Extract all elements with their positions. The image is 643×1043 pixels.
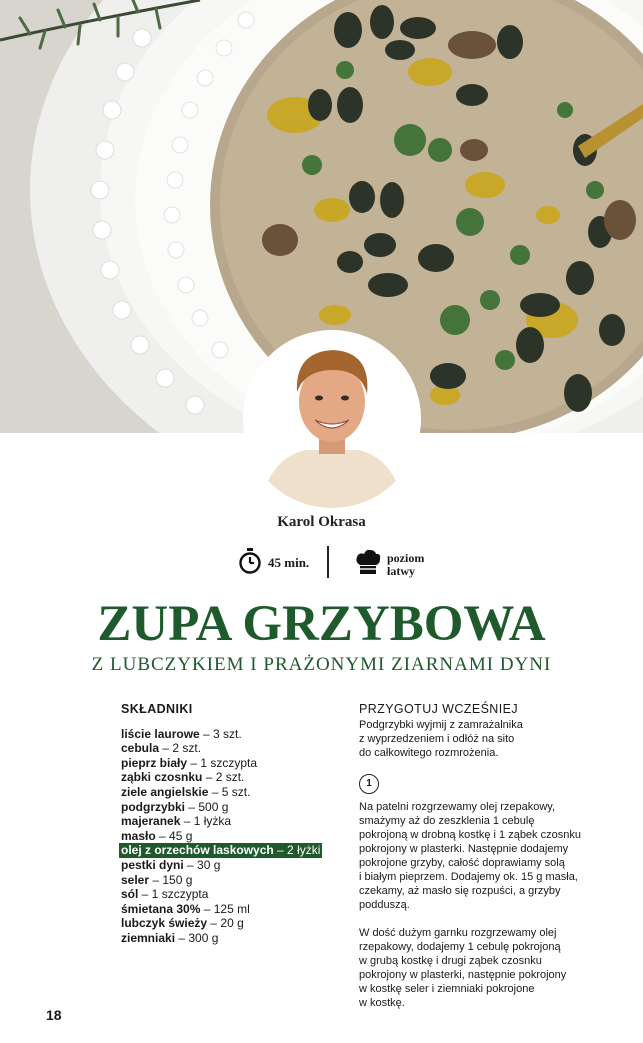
step-line: pokrojoną w drobną kostkę i 1 ząbek czosnku bbox=[359, 829, 581, 841]
ingredient-item bbox=[121, 770, 351, 785]
prep-line: do całkowitego rozmrożenia. bbox=[359, 747, 499, 759]
step-line: pokrojony w plasterki, następnie pokrojony bbox=[359, 969, 567, 981]
meta-divider bbox=[327, 546, 329, 578]
ingredient-item bbox=[121, 814, 351, 829]
ingredient-qty: – 1 łyżka bbox=[180, 814, 232, 829]
ingredient-item bbox=[121, 785, 351, 800]
chef-hat-icon bbox=[355, 548, 381, 581]
ingredient-qty: – 500 g bbox=[185, 799, 229, 814]
stopwatch-icon bbox=[238, 548, 262, 578]
ingredient-item bbox=[121, 741, 351, 756]
ingredient-item bbox=[121, 756, 351, 771]
ingredient-qty: – 3 szt. bbox=[199, 726, 242, 741]
prep-time-value: 45 min. bbox=[268, 555, 310, 570]
ingredient-name: ząbki czosnku bbox=[121, 770, 203, 785]
ingredient-name: majeranek bbox=[121, 814, 181, 829]
ingredient-name: podgrzybki bbox=[121, 799, 186, 814]
step-line: rzepakowy, dodajemy 1 cebulę pokrojoną bbox=[359, 941, 561, 953]
prep-heading: PRZYGOTUJ WCZEŚNIEJ bbox=[359, 702, 518, 716]
ingredient-item bbox=[121, 800, 351, 815]
ingredient-item bbox=[121, 887, 351, 902]
ingredient-name: pestki dyni bbox=[121, 857, 184, 872]
ingredient-qty: – 1 szczypta bbox=[138, 887, 209, 902]
prep-line: Podgrzybki wyjmij z zamrażalnika bbox=[359, 719, 523, 731]
prep-time bbox=[238, 548, 309, 578]
step-line: i białym pieprzem. Dodajemy ok. 15 g masła, bbox=[359, 871, 578, 883]
ingredient-name: cebula bbox=[121, 741, 160, 756]
ingredient-item bbox=[121, 931, 351, 946]
recipe-title: ZUPA GRZYBOWA bbox=[97, 596, 546, 652]
ingredient-name: pieprz biały bbox=[121, 755, 188, 770]
step-line: w kostkę seler i ziemniaki pokrojone bbox=[359, 983, 535, 995]
instructions-section bbox=[359, 702, 599, 1010]
ingredient-name: olej z orzechów laskowych bbox=[121, 843, 274, 858]
ingredient-name: ziele angielskie bbox=[121, 784, 209, 799]
step-line: Na patelni rozgrzewamy olej rzepakowy, bbox=[359, 801, 556, 813]
chef-portrait bbox=[243, 330, 421, 508]
ingredient-item bbox=[121, 829, 351, 844]
ingredient-qty: – 2 szt. bbox=[159, 741, 202, 756]
difficulty-label: poziom bbox=[387, 550, 425, 565]
ingredient-name: sól bbox=[121, 887, 139, 902]
step-line: podduszą. bbox=[359, 899, 410, 911]
step-line: w grubą kostkę i drugi ząbek czosnku bbox=[359, 955, 542, 967]
ingredient-qty: – 125 ml bbox=[200, 901, 250, 916]
ingredient-qty: – 150 g bbox=[149, 872, 193, 887]
ingredient-qty: – 2 łyżki bbox=[273, 843, 321, 858]
step-line: pokrojony w plasterki. Następnie dodajemy bbox=[359, 843, 569, 855]
ingredient-name: ziemniaki bbox=[121, 930, 176, 945]
ingredient-name: lubczyk świeży bbox=[121, 916, 208, 931]
ingredient-qty: – 300 g bbox=[175, 930, 219, 945]
ingredient-item bbox=[121, 916, 351, 931]
ingredient-item bbox=[121, 727, 351, 742]
ingredient-qty: – 5 szt. bbox=[208, 784, 251, 799]
ingredient-qty: – 30 g bbox=[183, 857, 221, 872]
ingredient-name: masło bbox=[121, 828, 156, 843]
ingredient-item bbox=[121, 902, 351, 917]
ingredients-heading: SKŁADNIKI bbox=[121, 702, 193, 716]
ingredient-name: liście laurowe bbox=[121, 726, 200, 741]
ingredient-qty: – 2 szt. bbox=[202, 770, 245, 785]
recipe-subtitle: Z LUBCZYKIEM I PRAŻONYMI ZIARNAMI DYNI bbox=[91, 654, 552, 675]
ingredient-qty: – 20 g bbox=[207, 916, 244, 931]
ingredient-item-highlighted bbox=[121, 843, 351, 858]
page-number: 18 bbox=[46, 1007, 62, 1023]
step-line: pokrojone grzyby, całość doprawiamy solą bbox=[359, 857, 565, 869]
step-line: W dość dużym garnku rozgrzewamy olej bbox=[359, 927, 557, 939]
prep-line: z wyprzedzeniem i odłóż na sito bbox=[359, 733, 515, 745]
step-line: w kostkę. bbox=[359, 997, 405, 1009]
step-line: smażymy aż do zeszklenia 1 cebulę bbox=[359, 815, 535, 827]
ingredient-name: śmietana 30% bbox=[121, 901, 201, 916]
difficulty-level bbox=[355, 548, 424, 581]
ingredient-qty: – 45 g bbox=[155, 828, 193, 843]
ingredient-qty: – 1 szczypta bbox=[187, 755, 258, 770]
step-line: czekamy, aż masło się rozpuści, a grzyby bbox=[359, 885, 561, 897]
chef-name: Karol Okrasa bbox=[277, 514, 366, 530]
ingredient-item bbox=[121, 873, 351, 888]
ingredient-name: seler bbox=[121, 872, 150, 887]
difficulty-value: łatwy bbox=[387, 563, 415, 578]
ingredient-item bbox=[121, 858, 351, 873]
ingredients-section bbox=[121, 702, 351, 946]
step-number-badge: 1 bbox=[359, 774, 379, 794]
